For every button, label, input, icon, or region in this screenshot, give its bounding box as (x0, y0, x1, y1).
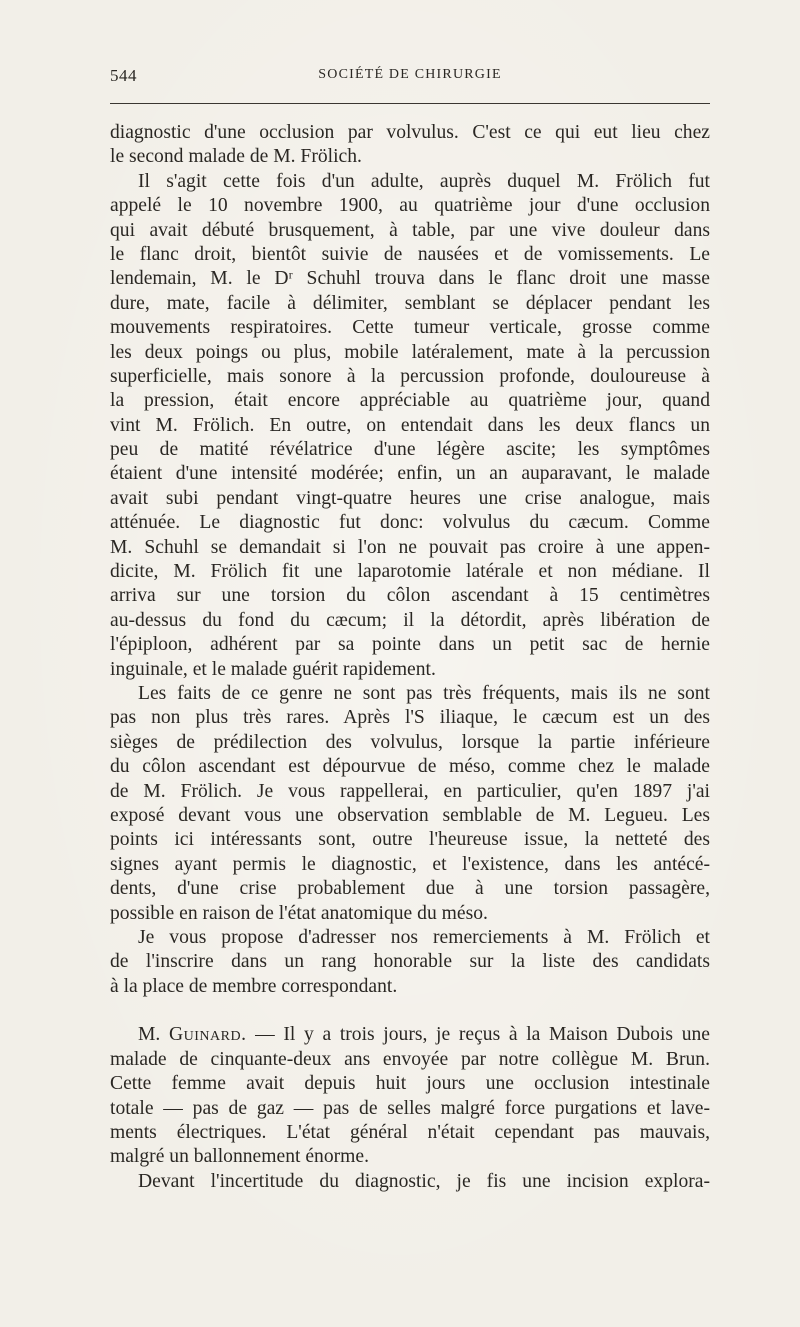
text-line: au-dessus du fond du cæcum; il la détordit, après libération de (110, 609, 710, 631)
text-line: Je vous propose d'adresser nos remerciements à M. Frölich et (138, 926, 710, 948)
text-line: de M. Frölich. Je vous rappellerai, en particulier, qu'en 1897 j'ai (110, 780, 710, 802)
text-line: malgré un ballonnement énorme. (110, 1146, 369, 1168)
text-line: les deux poings ou plus, mobile latéralement, mate à la percussion (110, 341, 710, 363)
section-gap (110, 999, 710, 1023)
text-line: possible en raison de l'état anatomique du méso. (110, 902, 488, 924)
text-line: arriva sur une torsion du côlon ascendant à 15 centimètres (110, 585, 710, 607)
text-line: du côlon ascendant est dépourvue de méso, comme chez le malade (110, 756, 710, 778)
text-line: Devant l'incertitude du diagnostic, je fis une incision explora- (138, 1170, 710, 1192)
text-line: vint M. Frölich. En outre, on entendait dans les deux flancs un (110, 414, 710, 436)
text-line: exposé devant vous une observation semblable de M. Legueu. Les (110, 804, 710, 826)
text-line: pas non plus très rares. Après l'S iliaque, le cæcum est un des (110, 707, 710, 729)
speaker-name: Guinard. (168, 1024, 247, 1046)
text-line: Les faits de ce genre ne sont pas très fréquents, mais ils ne sont (138, 682, 710, 704)
text-line: le second malade de M. Frölich. (110, 146, 362, 168)
text-line: ments électriques. L'état général n'était cependant pas mauvais, (110, 1122, 710, 1144)
text-line: M. Schuhl se demandait si l'on ne pouvait pas croire à une appen- (110, 536, 710, 558)
text-line: dents, d'une crise probablement due à une torsion passagère, (110, 878, 710, 900)
text-line: Il s'agit cette fois d'un adulte, auprès duquel M. Frölich fut (138, 170, 710, 192)
text-line: lendemain, M. le Dʳ Schuhl trouva dans le flanc droit une masse (110, 268, 710, 290)
text-line: avait subi pendant vingt-quatre heures une crise analogue, mais (110, 487, 710, 509)
text-line: atténuée. Le diagnostic fut donc: volvulus du cæcum. Comme (110, 512, 710, 534)
text-line: qui avait débuté brusquement, à table, par une vive douleur dans (110, 219, 710, 241)
running-head: SOCIÉTÉ DE CHIRURGIE (318, 67, 502, 82)
text-line: malade de cinquante-deux ans envoyée par notre collègue M. Brun. (110, 1048, 710, 1070)
text-line: diagnostic d'une occlusion par volvulus. C'est ce qui eut lieu chez (110, 122, 710, 143)
text-line: superficielle, mais sonore à la percussion profonde, douloureuse à (110, 365, 710, 387)
text-line: à la place de membre correspondant. (110, 975, 398, 997)
text-line: appelé le 10 novembre 1900, au quatrième jour d'une occlusion (110, 195, 710, 217)
page-header (110, 66, 710, 90)
text-line: dure, mate, facile à délimiter, semblant se déplacer pendant les (110, 292, 710, 314)
text-line: inguinale, et le malade guérit rapidement. (110, 658, 436, 680)
page-number: 544 (110, 66, 137, 85)
text-line: Cette femme avait depuis huit jours une occlusion intestinale (110, 1073, 710, 1095)
text-line: mouvements respiratoires. Cette tumeur verticale, grosse comme (110, 317, 710, 339)
text-line: points ici intéressants sont, outre l'heureuse issue, la netteté des (110, 829, 710, 851)
speaker-text: — Il y a trois jours, je reçus à la Maison Dubois une (246, 1024, 710, 1046)
speaker-line (110, 1023, 710, 1047)
text-line: étaient d'une intensité modérée; enfin, un an auparavant, le malade (110, 463, 710, 485)
text-line: peu de matité révélatrice d'une légère ascite; les symptômes (110, 439, 710, 461)
body-text (110, 121, 710, 1194)
text-line: de l'inscrire dans un rang honorable sur la liste des candidats (110, 951, 710, 973)
text-line: totale — pas de gaz — pas de selles malgré force purgations et lave- (110, 1097, 710, 1119)
text-line: la pression, était encore appréciable au quatrième jour, quand (110, 390, 710, 412)
text-line: signes ayant permis le diagnostic, et l'existence, dans les antécé- (110, 853, 710, 875)
header-rule (110, 103, 710, 104)
text-line: sièges de prédilection des volvulus, lorsque la partie inférieure (110, 731, 710, 753)
text-line: dicite, M. Frölich fit une laparotomie latérale et non médiane. Il (110, 561, 710, 583)
text-line: l'épiploon, adhérent par sa pointe dans un petit sac de hernie (110, 634, 710, 656)
text-line: le flanc droit, bientôt suivie de nausées et de vomissements. Le (110, 243, 710, 265)
speaker-prefix: M. (138, 1024, 169, 1046)
